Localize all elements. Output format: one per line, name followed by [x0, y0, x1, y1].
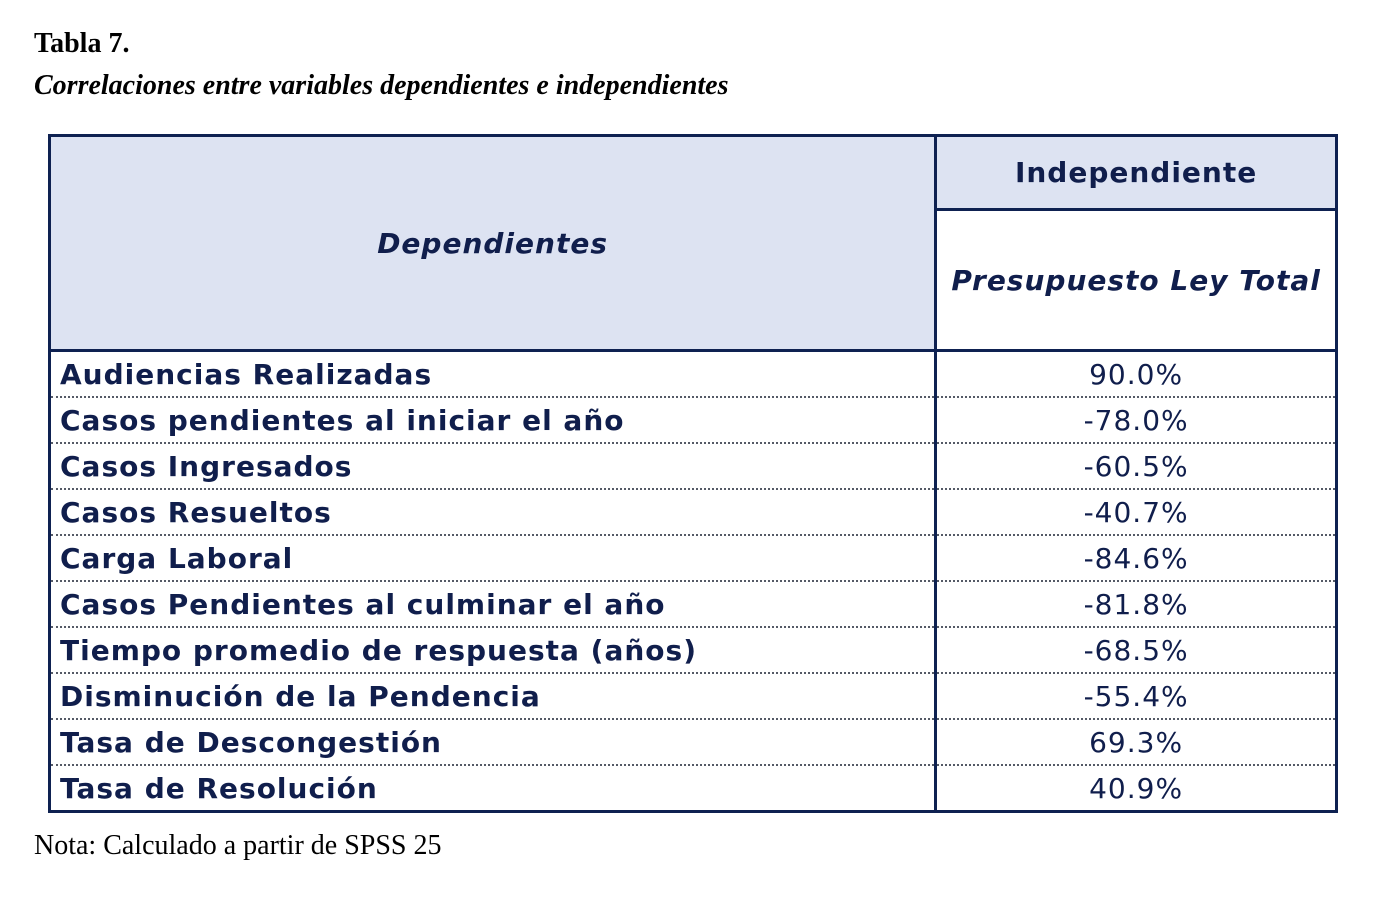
row-label: Carga Laboral	[50, 535, 936, 581]
row-value: -78.0%	[936, 397, 1337, 443]
row-label: Tasa de Descongestión	[50, 719, 936, 765]
table-row	[50, 535, 1337, 581]
row-value: 40.9%	[1089, 771, 1184, 805]
table-row	[50, 719, 1337, 765]
row-value: -55.4%	[936, 673, 1337, 719]
table-row	[50, 581, 1337, 627]
row-value: -68.5%	[936, 627, 1337, 673]
row-value: -60.5%	[936, 443, 1337, 489]
table-row	[50, 765, 1337, 812]
row-value: 90.0%	[936, 351, 1337, 398]
row-value: 69.3%	[936, 719, 1337, 765]
independent-header: Independiente	[936, 136, 1337, 210]
row-value: -81.8%	[936, 581, 1337, 627]
table-row	[50, 397, 1337, 443]
independent-variable-header: Presupuesto Ley Total	[936, 210, 1337, 351]
row-label: Casos Pendientes al culminar el año	[50, 581, 936, 627]
row-label: Casos pendientes al iniciar el año	[50, 397, 936, 443]
row-label: Audiencias Realizadas	[50, 351, 936, 398]
row-value: -84.6%	[936, 535, 1337, 581]
table-note: Nota: Calculado a partir de SPSS 25	[34, 830, 442, 861]
table-row	[50, 489, 1337, 535]
correlation-table	[48, 134, 1338, 813]
dependent-header: Dependientes	[50, 136, 936, 351]
row-label: Tiempo promedio de respuesta (años)	[50, 627, 936, 673]
table-row	[50, 351, 1337, 398]
table-title: Correlaciones entre variables dependientes e independientes	[34, 70, 729, 101]
row-label: Casos Ingresados	[50, 443, 936, 489]
row-value: -40.7%	[936, 489, 1337, 535]
table-row	[50, 673, 1337, 719]
row-label: Casos Resueltos	[50, 489, 936, 535]
table-row	[50, 443, 1337, 489]
row-label: Disminución de la Pendencia	[50, 673, 936, 719]
table-number: Tabla 7.	[34, 28, 130, 59]
row-label: Tasa de Resolución	[50, 765, 936, 812]
table-row	[50, 627, 1337, 673]
